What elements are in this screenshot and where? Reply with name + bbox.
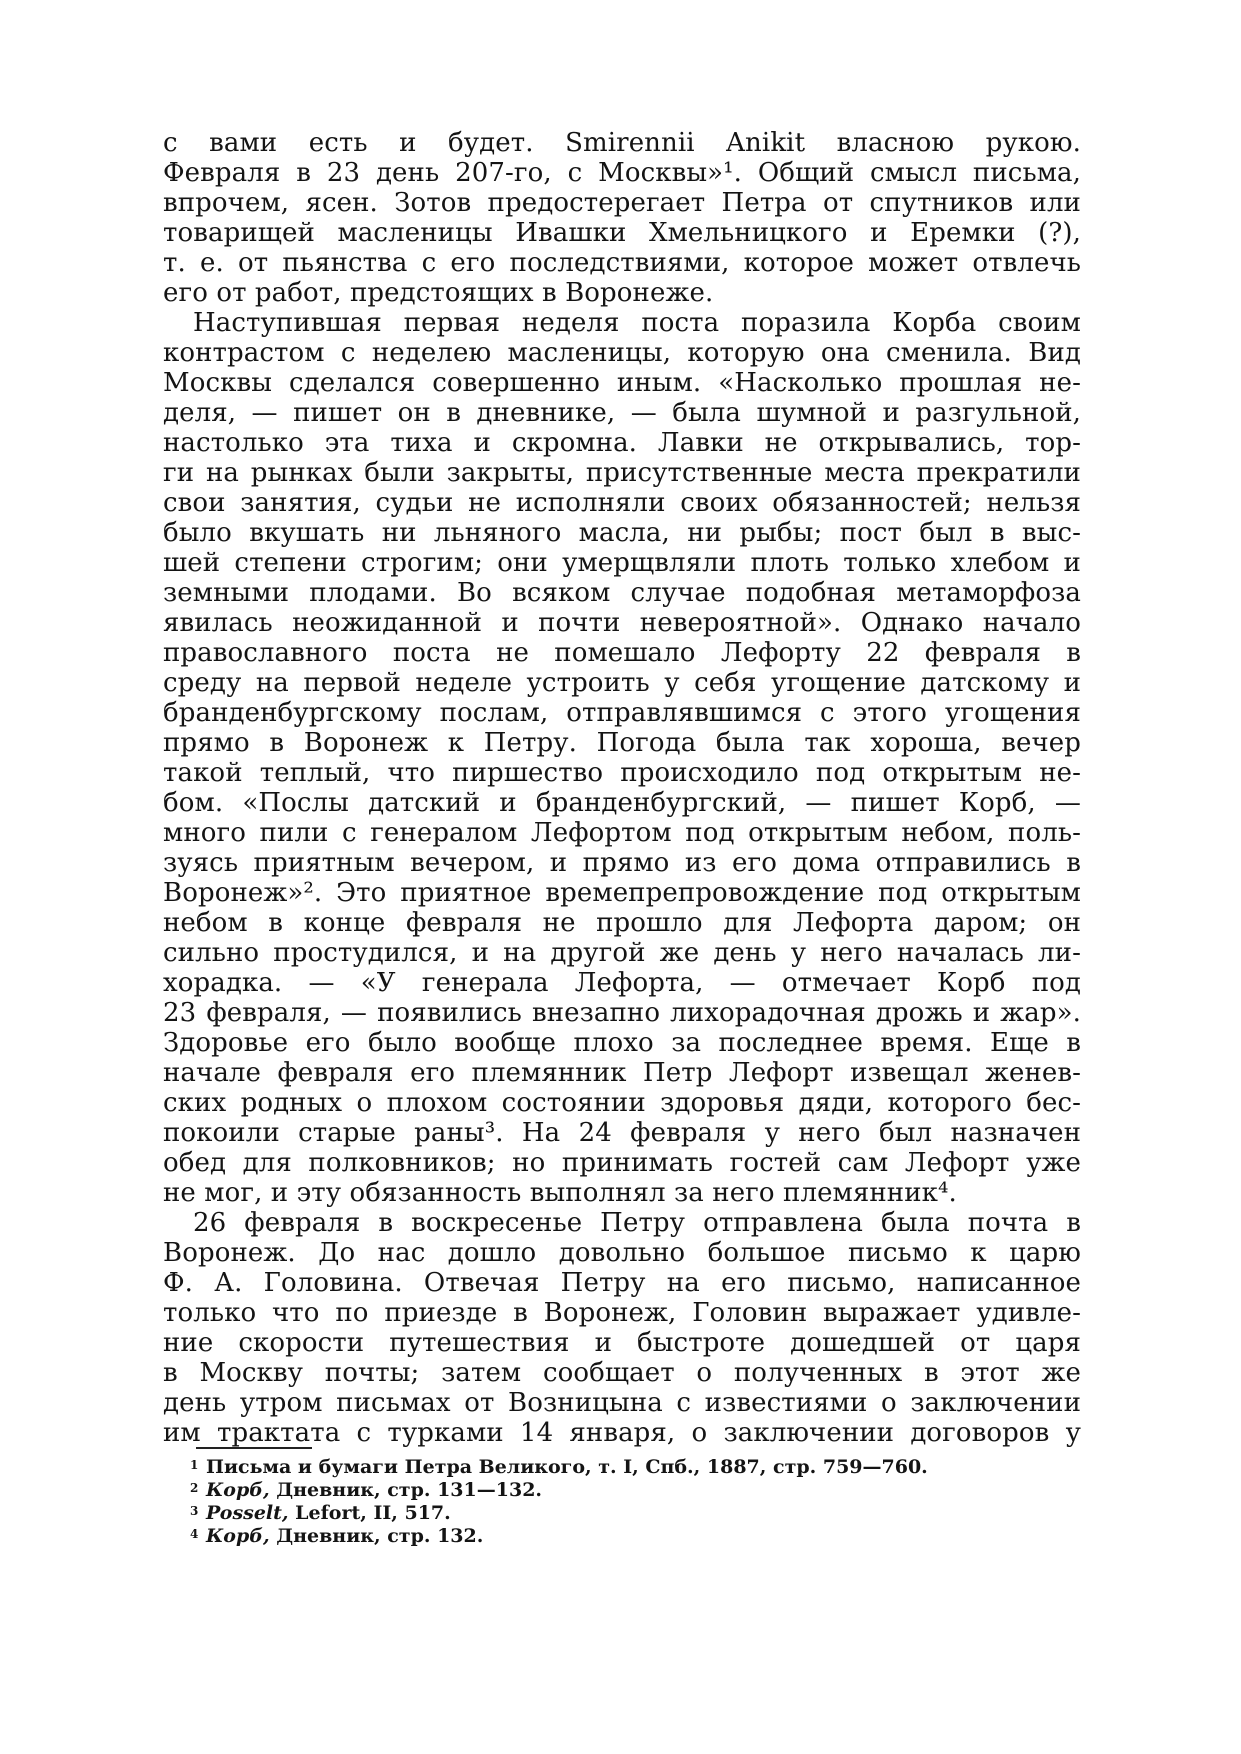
text-line: хорадка. — «У генерала Лефорта, — отмечает Корб под xyxy=(163,968,1081,998)
text-line: бранденбургскому послам, отправлявшимся с этого угощения xyxy=(163,698,1081,728)
text-line: впрочем, ясен. Зотов предостерегает Петра от спутников или xyxy=(163,188,1081,218)
text-line: Наступившая первая неделя поста поразила Корба своим xyxy=(193,308,1081,338)
text-line: покоили старые раны³. На 24 февраля у него был назначен xyxy=(163,1118,1081,1148)
footnote-mark: 1 xyxy=(190,1458,199,1472)
text-line: Москвы сделался совершенно иным. «Насколько прошлая не- xyxy=(163,368,1081,398)
text-line: не мог, и эту обязанность выполнял за него племянник⁴. xyxy=(163,1178,957,1208)
text-line: сильно простудился, и на другой же день у него началась ли- xyxy=(163,938,1081,968)
text-line: настолько эта тиха и скромна. Лавки не открывались, тор- xyxy=(163,428,1081,458)
footnote-text: Дневник, стр. 131—132. xyxy=(269,1479,543,1501)
text-line: 23 февраля, — появились внезапно лихорадочная дрожь и жар». xyxy=(163,998,1081,1028)
text-line: ских родных о плохом состоянии здоровья дяди, которого бес- xyxy=(163,1088,1081,1118)
text-line: товарищей масленицы Ивашки Хмельницкого и Еремки (?), xyxy=(163,218,1081,248)
text-line: Ф. А. Головина. Отвечая Петру на его письмо, написанное xyxy=(163,1268,1081,1298)
text-line: такой теплый, что пиршество происходило под открытым не- xyxy=(163,758,1081,788)
footnote-author: Корб, xyxy=(206,1479,270,1501)
text-line: Воронеж. До нас дошло довольно большое письмо к царю xyxy=(163,1238,1081,1268)
text-line: земными плодами. Во всяком случае подобная метаморфоза xyxy=(163,578,1081,608)
text-line: деля, — пишет он в дневнике, — была шумной и разгульной, xyxy=(163,398,1081,428)
text-line: бом. «Послы датский и бранденбургский, — пишет Корб, — xyxy=(163,788,1081,818)
footnote-4 xyxy=(190,1523,1070,1546)
text-line: прямо в Воронеж к Петру. Погода была так хороша, вечер xyxy=(163,728,1081,758)
text-line: было вкушать ни льняного масла, ни рыбы; пост был в выс- xyxy=(163,518,1081,548)
text-line: зуясь приятным вечером, и прямо из его дома отправились в xyxy=(163,848,1081,878)
text-line: его от работ, предстоящих в Воронеже. xyxy=(163,278,714,308)
text-line: Здоровье его было вообще плохо за последнее время. Еще в xyxy=(163,1028,1081,1058)
text-line: в Москву почты; затем сообщает о полученных в этот же xyxy=(163,1358,1081,1388)
footnote-mark: 4 xyxy=(190,1527,199,1541)
text-line: день утром письмах от Возницына с известиями о заключении xyxy=(163,1388,1081,1418)
footnote-text: Дневник, стр. 132. xyxy=(269,1525,484,1547)
text-line: начале февраля его племянник Петр Лефорт извещал женев- xyxy=(163,1058,1081,1088)
text-line: 26 февраля в воскресенье Петру отправлена была почта в xyxy=(193,1208,1081,1238)
text-line: много пили с генералом Лефортом под открытым небом, поль- xyxy=(163,818,1081,848)
text-line: им трактата с турками 14 января, о заключении договоров у xyxy=(163,1418,1081,1448)
text-line: обед для полковников; но принимать гостей сам Лефорт уже xyxy=(163,1148,1081,1178)
text-line: небом в конце февраля не прошло для Лефорта даром; он xyxy=(163,908,1081,938)
footnote-1 xyxy=(190,1454,1070,1477)
footnotes xyxy=(190,1454,1070,1546)
footnote-author: Корб, xyxy=(206,1525,270,1547)
text-line: свои занятия, судьи не исполняли своих обязанностей; нельзя xyxy=(163,488,1081,518)
text-line: православного поста не помешало Лефорту 22 февраля в xyxy=(163,638,1081,668)
text-line: ги на рынках были закрыты, присутственные места прекратили xyxy=(163,458,1081,488)
footnote-text: Письма и бумаги Петра Великого, т. I, Спб., 1887, стр. 759—760. xyxy=(206,1456,928,1478)
footnote-2 xyxy=(190,1477,1070,1500)
text-line: т. е. от пьянства с его последствиями, которое может отвлечь xyxy=(163,248,1081,278)
text-line: среду на первой неделе устроить у себя угощение датскому и xyxy=(163,668,1081,698)
text-line: Февраля в 23 день 207-го, с Москвы»¹. Общий смысл письма, xyxy=(163,158,1081,188)
footnote-text: Lefort, II, 517. xyxy=(288,1502,451,1524)
footnote-divider xyxy=(196,1447,312,1449)
footnote-mark: 3 xyxy=(190,1504,199,1518)
body-text xyxy=(163,128,1081,1448)
footnote-mark: 2 xyxy=(190,1481,199,1495)
text-line: шей степени строгим; они умерщвляли плоть только хлебом и xyxy=(163,548,1081,578)
footnote-3 xyxy=(190,1500,1070,1523)
text-line: контрастом с неделею масленицы, которую она сменила. Вид xyxy=(163,338,1081,368)
text-line: явилась неожиданной и почти невероятной». Однако начало xyxy=(163,608,1081,638)
text-line: Воронеж»². Это приятное времепрепровождение под открытым xyxy=(163,878,1081,908)
text-line: только что по приезде в Воронеж, Головин выражает удивле- xyxy=(163,1298,1081,1328)
footnote-author: Posselt, xyxy=(206,1502,289,1524)
text-line: с вами есть и будет. Smirennii Anikit власною рукою. xyxy=(163,128,1081,158)
text-line: ние скорости путешествия и быстроте дошедшей от царя xyxy=(163,1328,1081,1358)
